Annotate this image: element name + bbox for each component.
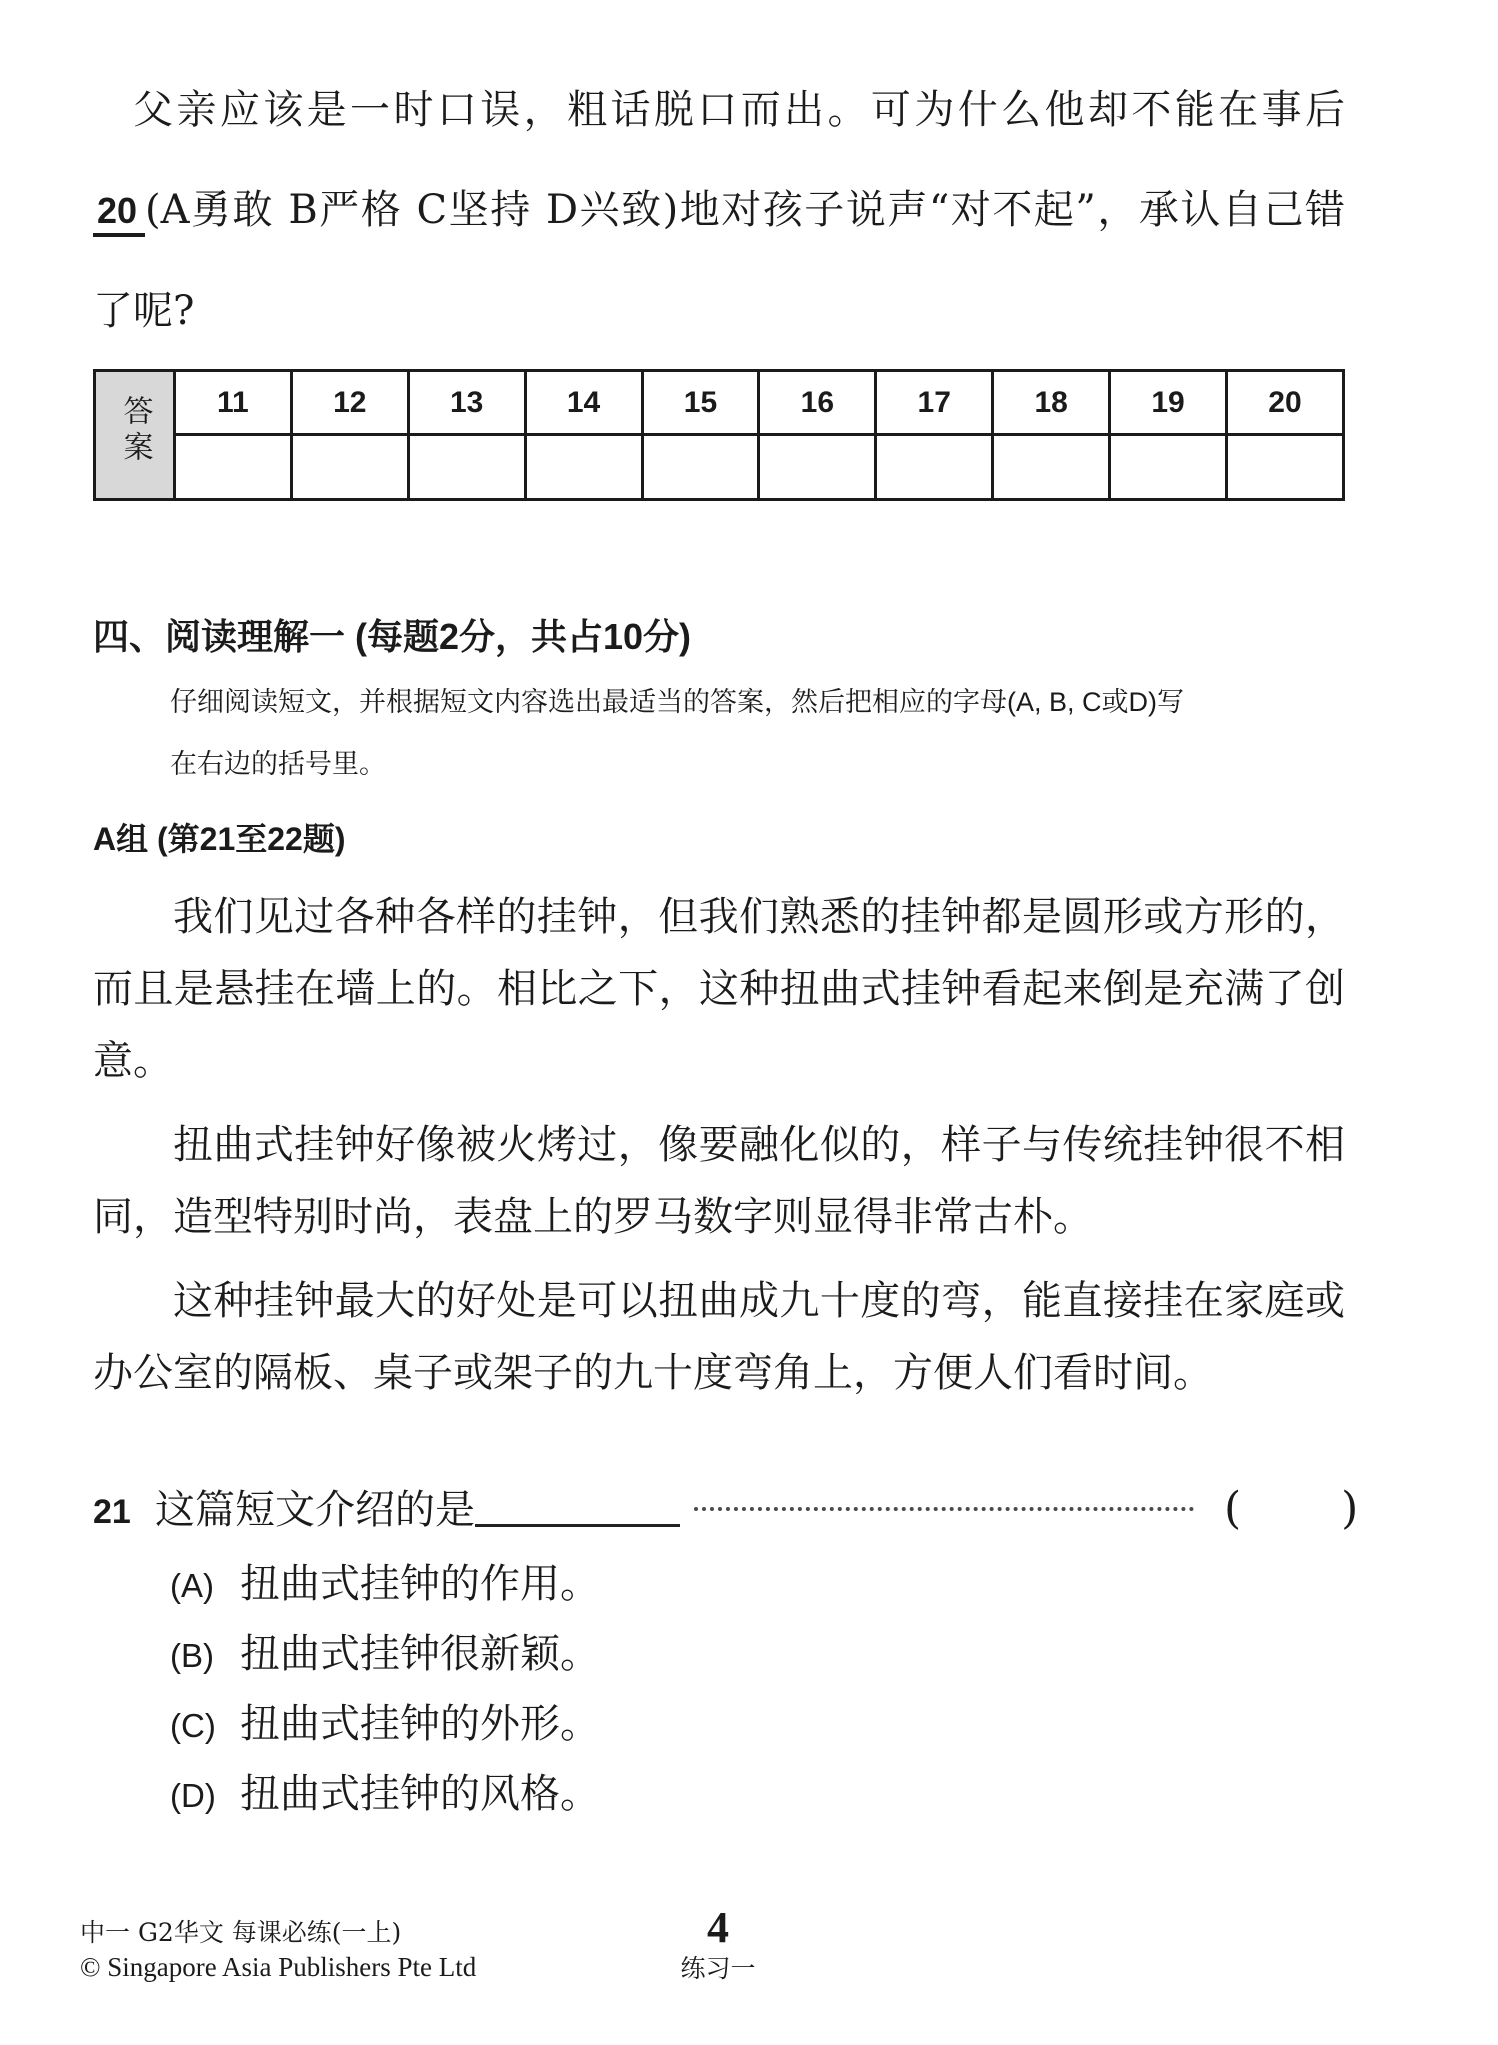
passage-paragraph-1: 我们见过各种各样的挂钟，但我们熟悉的挂钟都是圆形或方形的，而且是悬挂在墙上的。相比之下，这种扭曲式挂钟看起来倒是充满了创意。 [93,894,1345,1084]
section-instructions [93,671,1345,795]
answer-cell-11[interactable] [174,435,291,500]
answer-cell-16[interactable] [759,435,876,500]
intro-paragraph [93,60,1345,361]
answer-col-header: 18 [993,371,1110,435]
option-b-text: 扭曲式挂钟很新颖。 [240,1631,600,1677]
bracket-close: ) [1341,1483,1359,1534]
question-21 [93,1481,1359,1540]
option-b-label: (B) [170,1637,214,1674]
option-a[interactable] [93,1558,1345,1618]
footer-series-title: 中一 G2华文 每课必练(一上) [80,1918,402,1947]
answer-col-header: 16 [759,371,876,435]
bracket-open: ( [1224,1483,1242,1534]
passage-paragraph-3: 这种挂钟最大的好处是可以扭曲成九十度的弯，能直接挂在家庭或办公室的隔板、桌子或架子的九十度弯角上，方便人们看时间。 [93,1278,1345,1396]
dotted-leader [694,1507,1194,1511]
answer-table-input-row [95,435,1344,500]
group-a-label: A组 (第21至22题) [93,821,346,857]
question-21-blank[interactable] [475,1524,680,1527]
answer-col-header: 19 [1110,371,1227,435]
question-20-number: 20 [93,190,145,237]
answer-table-header-row [95,371,1344,435]
option-c-text: 扭曲式挂钟的外形。 [240,1701,600,1747]
option-c[interactable] [93,1698,1345,1758]
page-number: 4 [707,1903,729,1952]
option-a-label: (A) [170,1567,214,1604]
instructions-line-1: 仔细阅读短文，并根据短文内容选出最适当的答案，然后把相应的字母(A, B, C或D)写 [170,687,1185,717]
instructions-line-2: 在右边的括号里。 [170,749,386,779]
option-d[interactable] [93,1768,1345,1828]
page-exercise-label: 练习一 [680,1954,756,1983]
intro-line-3: 了呢? [93,288,195,334]
question-21-number: 21 [93,1493,131,1531]
option-a-text: 扭曲式挂钟的作用。 [240,1561,600,1607]
option-d-label: (D) [170,1777,216,1814]
answer-table-label: 答案 [95,371,175,500]
answer-col-header: 20 [1226,371,1343,435]
answer-cell-18[interactable] [993,435,1110,500]
question-21-stem: 这篇短文介绍的是 [155,1487,475,1533]
answer-table [93,369,1345,501]
question-20-text: (A勇敢 B严格 C坚持 D兴致)地对孩子说声“对不起”，承认自己错 [145,187,1345,233]
answer-cell-19[interactable] [1110,435,1227,500]
answer-cell-14[interactable] [525,435,642,500]
option-d-text: 扭曲式挂钟的风格。 [240,1771,600,1817]
answer-cell-17[interactable] [876,435,993,500]
answer-cell-15[interactable] [642,435,759,500]
footer-copyright: © Singapore Asia Publishers Pte Ltd [80,1952,477,1982]
answer-cell-12[interactable] [291,435,408,500]
answer-col-header: 11 [174,371,291,435]
reading-passage [93,881,1345,1409]
answer-col-header: 14 [525,371,642,435]
answer-col-header: 12 [291,371,408,435]
intro-line-2 [93,160,1345,261]
section-heading: 四、阅读理解一 (每题2分，共占10分) [93,616,692,657]
answer-col-header: 17 [876,371,993,435]
intro-line-1: 父亲应该是一时口误，粗话脱口而出。可为什么他却不能在事后 [133,87,1345,133]
passage-paragraph-2: 扭曲式挂钟好像被火烤过，像要融化似的，样子与传统挂钟很不相同，造型特别时尚，表盘上的罗马数字则显得非常古朴。 [93,1122,1345,1240]
answer-bracket[interactable] [1224,1483,1358,1534]
answer-col-header: 13 [408,371,525,435]
option-c-label: (C) [170,1707,216,1744]
option-b[interactable] [93,1628,1345,1688]
footer-center [0,1902,1436,1984]
answer-col-header: 15 [642,371,759,435]
answer-cell-20[interactable] [1226,435,1343,500]
question-21-options [93,1558,1345,1828]
answer-cell-13[interactable] [408,435,525,500]
